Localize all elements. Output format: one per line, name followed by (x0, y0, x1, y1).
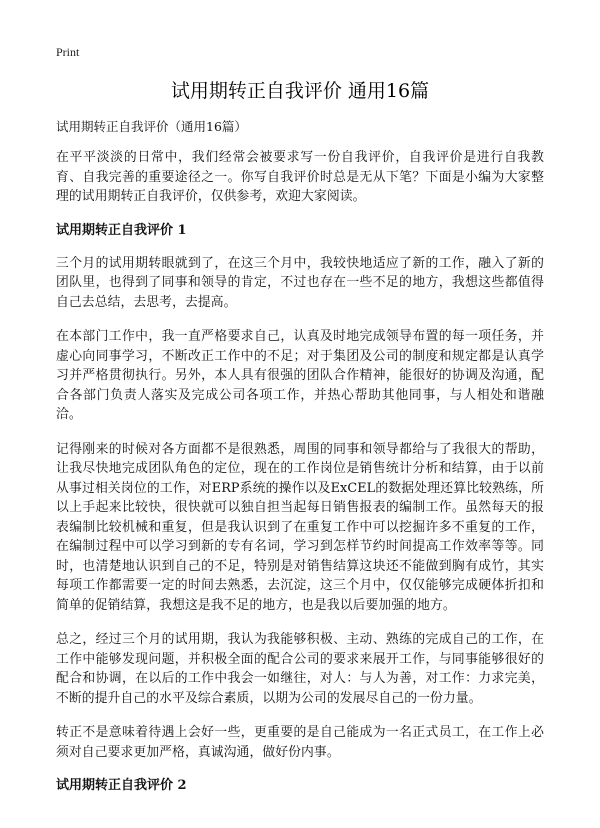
section-1-paragraph-2: 在本部门工作中，我一直严格要求自己，认真及时地完成领导布置的每一项任务，并虚心向同事学习，不断改正工作中的不足；对于集团及公司的制度和规定都是认真学习并严格贯彻执行。另外，本人具有很强的团队合作精神，能很好的协调及沟通，配合各部门负责人落实及完成公司各项工作，并热心帮助其他同事，与人相处和谐融洽。 (56, 329, 544, 422)
print-link[interactable]: Print (56, 45, 80, 59)
document-subtitle: 试用期转正自我评价（通用16篇） (56, 119, 247, 134)
section-1-paragraph-5: 转正不是意味着待遇上会好一些，更重要的是自己能成为一名正式员工，在工作上必须对自己要求更加严格，真诚沟通，做好份内事。 (56, 725, 544, 760)
section-1-paragraph-1: 三个月的试用期转眼就到了，在这三个月中，我较快地适应了新的工作，融入了新的团队里，也得到了同事和领导的肯定，不过也存在一些不足的地方，我想这些都值得自己去总结，去思考，去提高。 (56, 255, 544, 310)
section-heading-2: 试用期转正自我评价 2 (56, 778, 187, 793)
section-heading-1: 试用期转正自我评价 1 (56, 222, 187, 238)
intro-paragraph: 在平平淡淡的日常中，我们经常会被要求写一份自我评价，自我评价是进行自我教育、自我完善的重要途径之一。你写自我评价时总是无从下笔？下面是小编为大家整理的试用期转正自我评价，仅供参考，欢迎大家阅读。 (56, 150, 544, 204)
section-1-paragraph-3: 记得刚来的时候对各方面都不是很熟悉，周围的同事和领导都给与了我很大的帮助，让我尽快地完成团队角色的定位，现在的工作岗位是销售统计分析和结算，由于以前从事过相关岗位的工作，对ERP系统的操作以及ExCEL的数据处理还算比较熟练，所以上手起来比较快，很快就可以独自担当起每日销售报表的编制工作。虽然每天的报表编制比较机械和重复，但是我认识到了在重复工作中可以挖掘许多不重复的工作，在编制过程中可以学习到新的专有名词，学习到怎样节约时间提高工作效率等等。同时，也清楚地认识到自己的不足，特别是对销售结算这块还不能做到胸有成竹，其实每项工作都需要一定的时间去熟悉，去沉淀，这三个月中，仅仅能够完成硬体折扣和简单的促销结算，我想这是我不足的地方，也是我以后要加强的地方。 (56, 441, 544, 613)
document-title: 试用期转正自我评价 通用16篇 (170, 80, 430, 102)
section-1-paragraph-4: 总之，经过三个月的试用期，我认为我能够积极、主动、熟练的完成自己的工作，在工作中能够发现问题，并积极全面的配合公司的要求来展开工作，与同事能够很好的配合和协调，在以后的工作中我会一如继往，对人：与人为善，对工作：力求完美，不断的提升自己的水平及综合素质，以期为公司的发展尽自己的一份力量。 (56, 632, 544, 706)
